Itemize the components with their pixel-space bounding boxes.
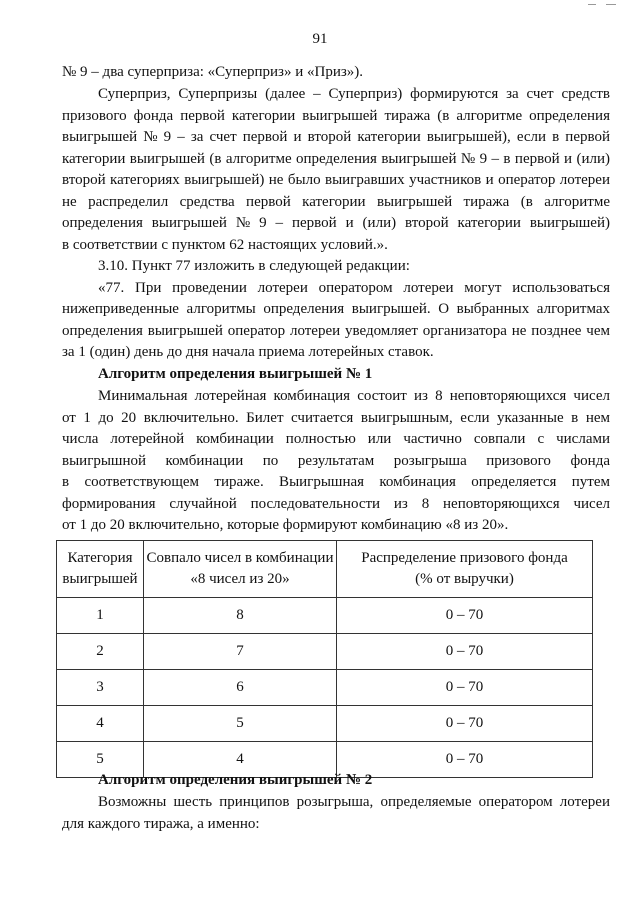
table-header-row xyxy=(57,541,593,598)
cell: 5 xyxy=(57,742,144,778)
text-line: в соответствующем тираже. Выигрышная комбинация определяется путем xyxy=(62,474,610,490)
cell: 4 xyxy=(57,706,144,742)
section-heading: Алгоритм определения выигрышей № 1 xyxy=(98,366,373,382)
text-line: второй категориях выигрышей) не было выигравших участников и оператор лотереи xyxy=(62,172,610,188)
text-line: для каждого тиража, а именно: xyxy=(62,816,260,832)
text-line: определения выигрышей № 9 – первой и (или) второй категории выигрышей) xyxy=(62,215,610,231)
cell: 2 xyxy=(57,634,144,670)
cell: 0 – 70 xyxy=(337,598,593,634)
header-text: Совпало чисел в комбинации xyxy=(146,550,334,566)
table-row xyxy=(57,634,593,670)
header-text: выигрышей xyxy=(62,571,138,587)
text-line: от 1 до 20 включительно, которые формируют комбинацию «8 из 20». xyxy=(62,517,509,533)
text-line: № 9 – два суперприза: «Суперприз» и «Приз»). xyxy=(62,64,364,80)
text-line: нижеприведенные алгоритмы определения выигрышей. О выбранных алгоритмах xyxy=(62,301,610,317)
text-line: не распределил средства первой категории выигрышей тиража (в алгоритме xyxy=(62,193,610,210)
header-distribution xyxy=(337,541,593,598)
text-line: определения выигрышей оператор лотереи уведомляет организатора не позднее чем xyxy=(62,322,610,339)
text-line: призового фонда первой категории выигрышей тиража (в алгоритме определения xyxy=(62,107,610,124)
prize-table xyxy=(56,540,593,778)
page-number: 91 xyxy=(312,31,328,47)
text-line: категории выигрышей (в алгоритме определения выигрышей № 9 – в первой и (или) xyxy=(62,150,610,167)
table-row xyxy=(57,706,593,742)
cell: 0 – 70 xyxy=(337,670,593,706)
cell: 6 xyxy=(144,670,337,706)
cell: 8 xyxy=(144,598,337,634)
cell: 7 xyxy=(144,634,337,670)
header-text: Распределение призового фонда xyxy=(361,550,568,566)
section-heading: Алгоритм определения выигрышей № 2 xyxy=(98,772,373,788)
text-line: числа лотерейной комбинации полностью или частично совпали с числами xyxy=(62,431,610,447)
header-text: Категория xyxy=(67,550,133,566)
cell: 0 – 70 xyxy=(337,634,593,670)
header-text: «8 чисел из 20» xyxy=(190,571,290,587)
cell: 0 – 70 xyxy=(337,706,593,742)
cell: 5 xyxy=(144,706,337,742)
text-line: в соответствии с пунктом 62 настоящих условий.». xyxy=(62,236,388,253)
text-line: выигрышной комбинации по результатам розыгрыша призового фонда xyxy=(62,452,610,469)
cell: 1 xyxy=(57,598,144,634)
text-line: выигрышей № 9 – за счет первой и второй категории выигрышей), если в первой xyxy=(62,129,610,145)
table-row xyxy=(57,598,593,634)
text-line: Возможны шесть принципов розыгрыша, определяемые оператором лотереи xyxy=(98,794,610,810)
text-line: 3.10. Пункт 77 изложить в следующей редакции: xyxy=(98,258,410,274)
cell: 3 xyxy=(57,670,144,706)
header-matched xyxy=(144,541,337,598)
table-row xyxy=(57,670,593,706)
header-category xyxy=(57,541,144,598)
cell: 4 xyxy=(144,742,337,778)
text-line: от 1 до 20 включительно. Билет считается выигрышным, если указанные в нем xyxy=(62,409,610,426)
text-line: Суперприз, Суперпризы (далее – Суперприз) формируются за счет средств xyxy=(98,86,610,102)
text-line: «77. При проведении лотереи оператором лотереи могут использоваться xyxy=(98,279,610,296)
text-line: за 1 (один) день до дня начала приема лотерейных ставок. xyxy=(62,344,434,360)
cell: 0 – 70 xyxy=(337,742,593,778)
scan-mark xyxy=(606,4,616,5)
scan-mark xyxy=(588,4,596,5)
text-line: Минимальная лотерейная комбинация состоит из 8 неповторяющихся чисел xyxy=(98,388,610,404)
header-text: (% от выручки) xyxy=(415,571,514,587)
text-line: формирования случайной последовательности из 8 неповторяющихся чисел xyxy=(62,495,610,512)
